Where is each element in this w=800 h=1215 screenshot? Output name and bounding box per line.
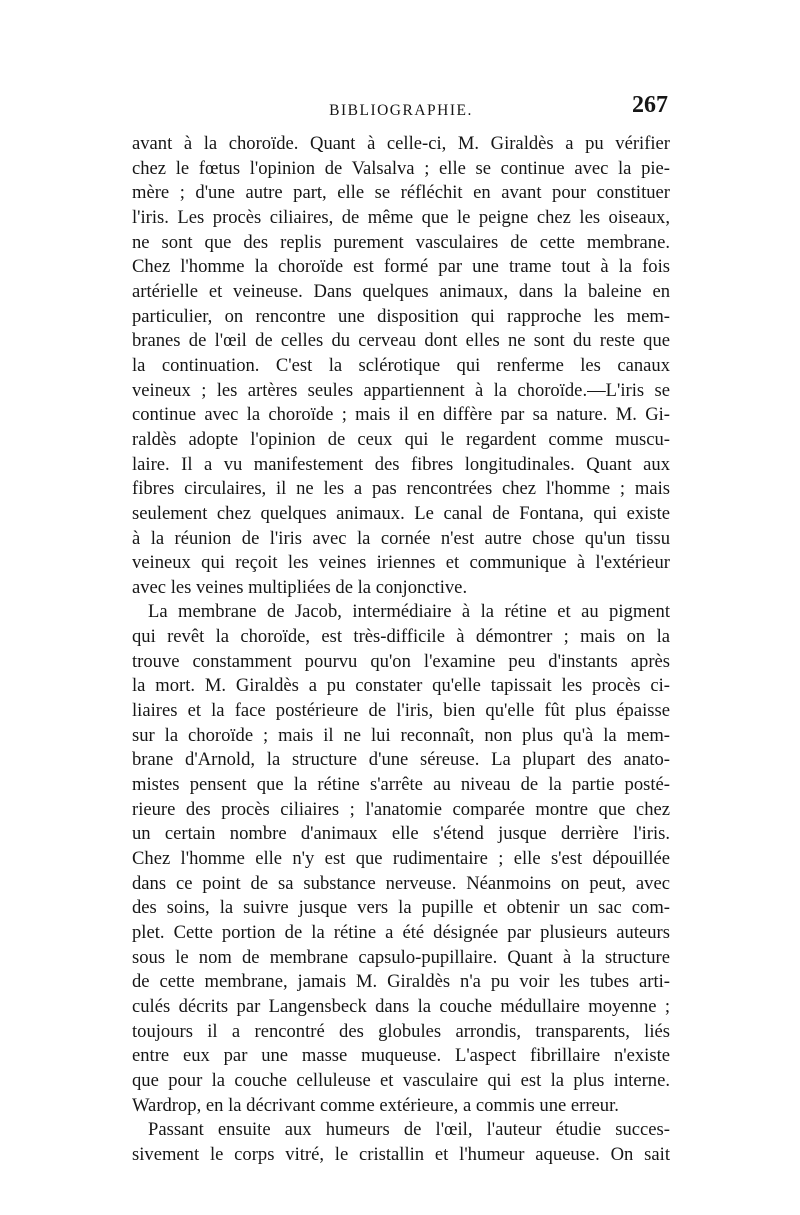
text-line: que pour la couche celluleuse et vasculaire qui est la plus interne. (132, 1069, 670, 1091)
paragraph (132, 132, 670, 600)
text-line: sous le nom de membrane capsulo-pupillaire. Quant à la structure (132, 946, 670, 968)
running-head (132, 92, 670, 132)
text-line: toujours il a rencontré des globules arrondis, transparents, liés (132, 1020, 670, 1042)
text-line: sur la choroïde ; mais il ne lui reconnaît, non plus qu'à la mem- (132, 724, 670, 746)
text-line: chez le fœtus l'opinion de Valsalva ; elle se continue avec la pie- (132, 157, 670, 179)
paragraph (132, 600, 670, 1118)
text-line: Chez l'homme la choroïde est formé par une trame tout à la fois (132, 256, 670, 278)
text-line: culés décrits par Langensbeck dans la couche médullaire moyenne ; (132, 995, 670, 1017)
text-line: à la réunion de l'iris avec la cornée n'est autre chose qu'un tissu (132, 527, 670, 549)
text-line: la mort. M. Giraldès a pu constater qu'elle tapissait les procès ci- (132, 675, 670, 697)
text-line: trouve constamment pourvu qu'on l'examine peu d'instants après (132, 650, 670, 672)
text-line: fibres circulaires, il ne les a pas rencontrées chez l'homme ; mais (132, 478, 670, 500)
text-line: sivement le corps vitré, le cristallin et l'humeur aqueuse. On sait (132, 1143, 670, 1165)
text-line: des soins, la suivre jusque vers la pupille et obtenir un sac com- (132, 897, 670, 919)
text-line: mistes pensent que la rétine s'arrête au niveau de la partie posté- (132, 774, 670, 796)
paragraph (132, 1118, 670, 1167)
body-text (132, 132, 670, 1168)
book-page (132, 92, 670, 1168)
text-line: raldès adopte l'opinion de ceux qui le regardent comme muscu- (132, 428, 670, 450)
text-line: Wardrop, en la décrivant comme extérieure, a commis une erreur. (132, 1094, 619, 1116)
text-line: de cette membrane, jamais M. Giraldès n'a pu voir les tubes arti- (132, 971, 670, 993)
text-line: Passant ensuite aux humeurs de l'œil, l'auteur étudie succes- (148, 1119, 670, 1141)
text-line: rieure des procès ciliaires ; l'anatomie comparée montre que chez (132, 798, 670, 820)
text-line: la continuation. C'est la sclérotique qui renferme les canaux (132, 354, 670, 376)
text-line: veineux ; les artères seules appartiennent à la choroïde.—L'iris se (132, 379, 670, 401)
text-line: plet. Cette portion de la rétine a été désignée par plusieurs auteurs (132, 922, 670, 943)
text-line: qui revêt la choroïde, est très-difficile à démontrer ; mais on la (132, 626, 670, 648)
text-line: un certain nombre d'animaux elle s'étend jusque derrière l'iris. (132, 823, 670, 845)
text-line: veineux qui reçoit les veines iriennes et communique à l'extérieur (132, 552, 670, 574)
text-line: seulement chez quelques animaux. Le canal de Fontana, qui existe (132, 502, 670, 524)
text-line: La membrane de Jacob, intermédiaire à la rétine et au pigment (148, 601, 670, 623)
text-line: Chez l'homme elle n'y est que rudimentaire ; elle s'est dépouillée (132, 848, 670, 870)
text-line: particulier, on rencontre une disposition qui rapproche les mem- (132, 305, 670, 327)
text-line: avant à la choroïde. Quant à celle-ci, M. Giraldès a pu vérifier (132, 133, 670, 154)
running-title: BIBLIOGRAPHIE. (329, 102, 473, 119)
text-line: artérielle et veineuse. Dans quelques animaux, dans la baleine en (132, 280, 670, 302)
text-line: branes de l'œil de celles du cerveau dont elles ne sont du reste que (132, 330, 670, 352)
page-number: 267 (632, 92, 668, 118)
text-line: ne sont que des replis purement vasculaires de cette membrane. (132, 231, 670, 253)
text-line: liaires et la face postérieure de l'iris, bien qu'elle fût plus épaisse (132, 700, 670, 722)
text-line: l'iris. Les procès ciliaires, de même que le peigne chez les oiseaux, (132, 206, 670, 228)
text-line: dans ce point de sa substance nerveuse. Néanmoins on peut, avec (132, 872, 670, 894)
text-line: entre eux par une masse muqueuse. L'aspect fibrillaire n'existe (132, 1045, 670, 1067)
text-line: brane d'Arnold, la structure d'une séreuse. La plupart des anato- (132, 749, 670, 771)
text-line: mère ; d'une autre part, elle se réfléchit en avant pour constituer (132, 182, 670, 204)
text-line: avec les veines multipliées de la conjonctive. (132, 576, 468, 598)
text-line: laire. Il a vu manifestement des fibres longitudinales. Quant aux (132, 453, 670, 475)
text-line: continue avec la choroïde ; mais il en diffère par sa nature. M. Gi- (132, 404, 670, 426)
